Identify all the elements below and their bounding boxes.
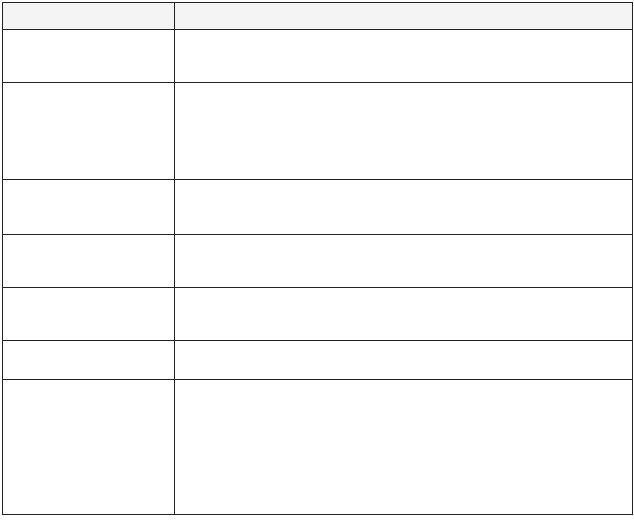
header-description-column [175,3,633,30]
influence-type-cell [3,235,175,288]
table-row [3,235,633,288]
table-row [3,30,633,83]
table-row [3,380,633,515]
table-row [3,180,633,235]
influence-description-cell [175,180,633,235]
influence-description-cell [175,380,633,515]
influence-type-cell [3,30,175,83]
table-row [3,83,633,180]
table-header-row [3,3,633,30]
influence-description-cell [175,83,633,180]
influence-description-cell [175,30,633,83]
influence-type-cell [3,341,175,380]
header-type-column [3,3,175,30]
influence-type-cell [3,83,175,180]
influence-description-cell [175,341,633,380]
influence-description-cell [175,235,633,288]
table-row [3,341,633,380]
influence-description-cell [175,288,633,341]
table-row [3,288,633,341]
influence-type-cell [3,380,175,515]
influence-types-table [2,2,633,515]
influence-type-cell [3,288,175,341]
influence-type-cell [3,180,175,235]
